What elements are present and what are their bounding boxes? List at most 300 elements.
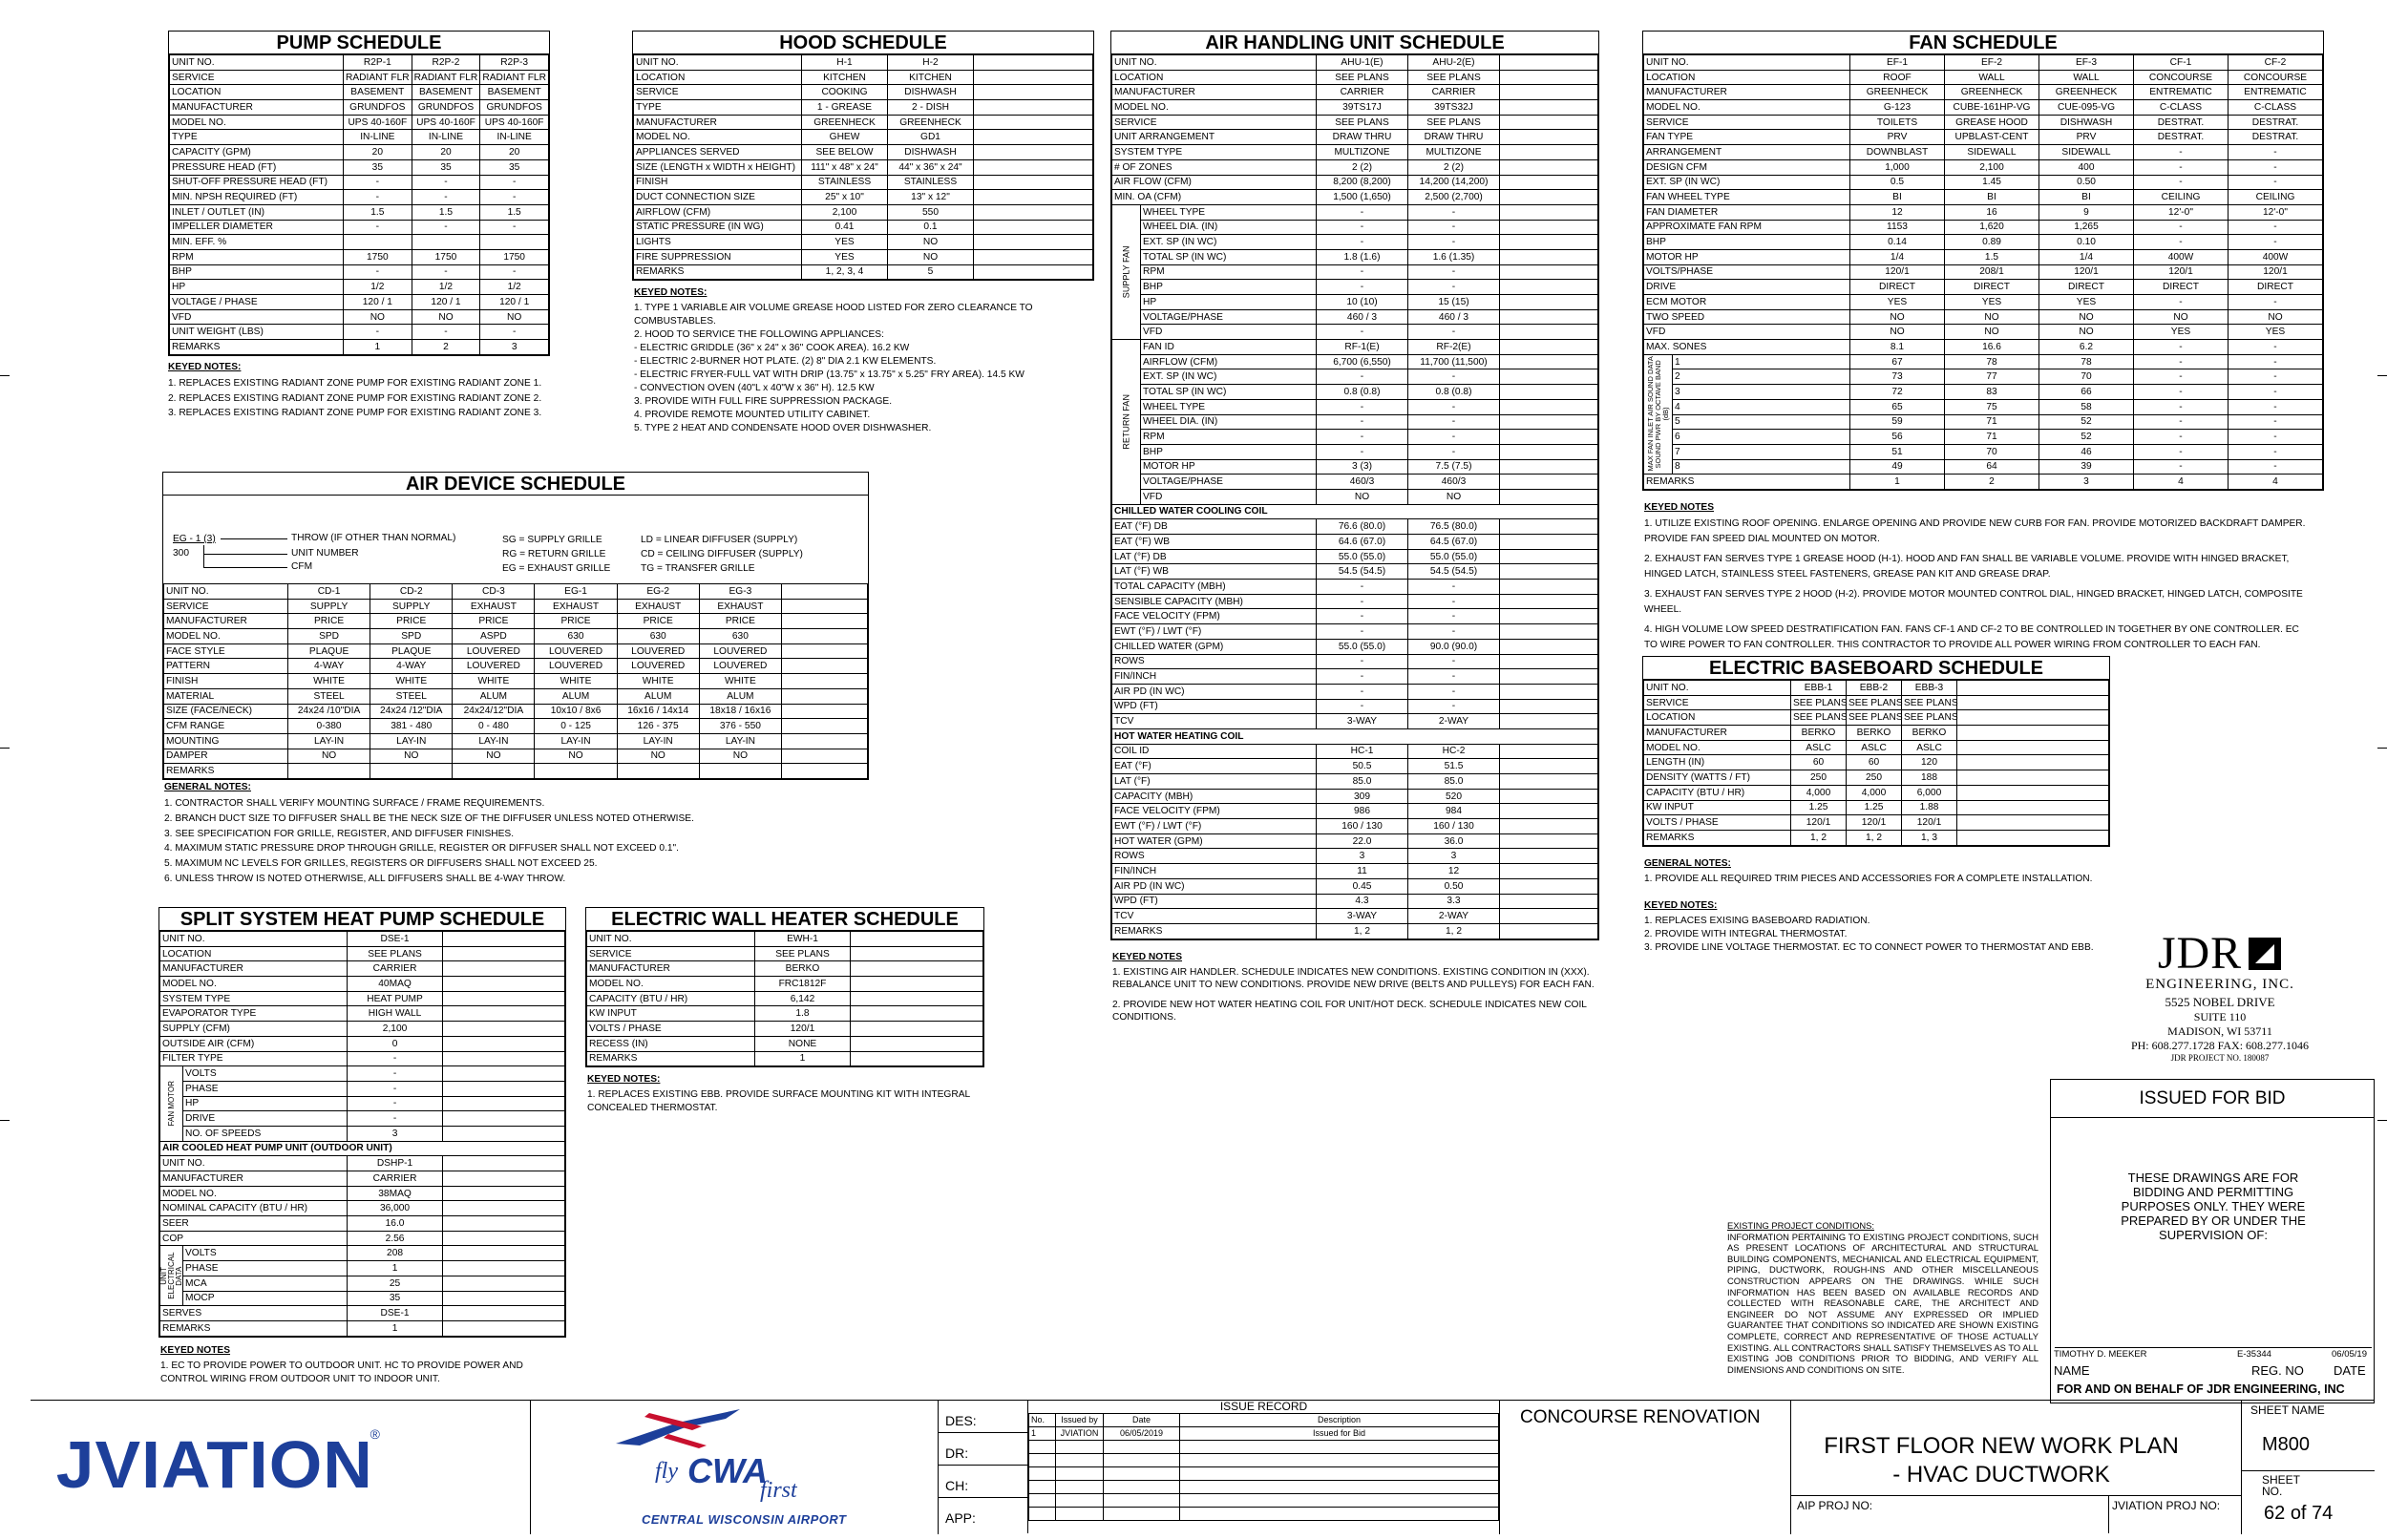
cell-value: YES	[802, 249, 888, 264]
table-row	[634, 130, 1093, 145]
cell-value: -	[2134, 459, 2229, 475]
note-line: 1. EC TO PROVIDE POWER TO OUTDOOR UNIT. HC TO PROVIDE POWER AND	[160, 1361, 523, 1371]
blank-cell	[1500, 115, 1598, 130]
note-line: PROVIDE FAN SPEED DIAL MOUNTED ON MOTOR.	[1644, 533, 1880, 544]
cell-value: -	[2134, 145, 2229, 160]
cell-value: ENTREMATIC	[2134, 85, 2229, 100]
jdr-addr2: SUITE 110	[2193, 1010, 2247, 1023]
cell-value: 0.14	[1850, 235, 1945, 250]
cell-value: R2P-3	[480, 55, 549, 71]
cell-value: 56	[1850, 430, 1945, 445]
row-label: 3	[1673, 385, 1850, 400]
table-row	[170, 145, 549, 160]
row-label: LOCATION	[1644, 70, 1850, 85]
blank-cell	[1500, 789, 1598, 804]
cell-value: 1	[348, 1261, 443, 1276]
table-row	[160, 1156, 565, 1171]
blank-cell	[1500, 354, 1598, 369]
table-row	[1112, 714, 1598, 729]
cell-value: 58	[2039, 399, 2134, 414]
cell-value: NO	[535, 749, 617, 764]
cell-value: ASPD	[453, 629, 535, 644]
cell-value: 2 - DISH	[888, 100, 974, 116]
cell-value: -	[1408, 699, 1500, 714]
row-label: VOLTS	[183, 1246, 348, 1261]
row-label: FINISH	[164, 674, 288, 689]
issued-statement: THESE DRAWINGS ARE FOR BIDDING AND PERMITTING PURPOSES ONLY. THEY WERE PREPARED BY OR UNDER THE SUPERVISION OF:	[2121, 1171, 2306, 1242]
cell-value: NO	[617, 749, 699, 764]
table-row	[1112, 639, 1598, 654]
cell-value: LAY-IN	[699, 733, 781, 749]
table-row	[634, 55, 1093, 71]
blank-cell	[782, 629, 868, 644]
note-line: 1. UTILIZE EXISTING ROOF OPENING. ENLARGE OPENING AND PROVIDE NEW CURB FOR FAN. PROVIDE MOTORIZED BACKDRAFT DAMPER.	[1644, 518, 2306, 529]
row-label: TYPE	[634, 100, 802, 116]
table-row	[1644, 385, 2323, 400]
row-label: MAX. SONES	[1644, 340, 1850, 355]
cell-value: 400W	[2134, 249, 2229, 264]
cell-value: SPD	[288, 629, 370, 644]
cell-value: RADIANT FLR	[412, 70, 480, 85]
cell-value: Issued by	[1056, 1414, 1104, 1427]
cell-value: -	[480, 264, 549, 280]
table-row	[1644, 695, 2109, 710]
cell-value: NO	[412, 309, 480, 325]
cell-value: CF-2	[2229, 55, 2323, 71]
blank-cell	[1056, 1481, 1104, 1494]
cell-value: SEE PLANS	[755, 946, 851, 961]
cell-value: 35	[348, 1291, 443, 1306]
cell-value: SEE PLANS	[1408, 115, 1500, 130]
cell-value: 1, 2	[1317, 923, 1408, 939]
cell-value: -	[344, 190, 412, 205]
row-label: SERVICE	[587, 946, 755, 961]
jdr-logo-block	[2101, 928, 2339, 1063]
table-row	[1644, 264, 2323, 280]
table-row	[1112, 399, 1598, 414]
cell-value: 71	[1945, 430, 2039, 445]
table-row	[1029, 1467, 1499, 1481]
table-row	[1112, 444, 1598, 459]
cell-value: LOUVERED	[699, 659, 781, 674]
note-line: 3. EXHAUST FAN SERVES TYPE 2 HOOD (H-2). PROVIDE MOTOR MOUNTED CONTROL DIAL, HINGED BRACKET, HINGED LATCH, COMPOSITE	[1644, 589, 2303, 600]
cell-value: LAY-IN	[370, 733, 453, 749]
blank-cell	[1500, 804, 1598, 819]
cell-value: NO	[699, 749, 781, 764]
table-row	[160, 1246, 565, 1261]
cell-value: NO	[2229, 309, 2323, 325]
air-device-schedule	[162, 472, 869, 780]
table-row	[1112, 340, 1598, 355]
cwa-text: CWA	[687, 1451, 768, 1490]
blank-cell	[1104, 1441, 1180, 1454]
blank-cell	[1500, 100, 1598, 116]
cell-value: SEE PLANS	[1791, 710, 1847, 726]
cell-value: MULTIZONE	[1317, 145, 1408, 160]
blank-cell	[1500, 204, 1598, 220]
cell-value: RADIANT FLR	[344, 70, 412, 85]
table-row	[160, 1276, 565, 1291]
row-label: BHP	[1141, 444, 1317, 459]
table-row	[1112, 264, 1598, 280]
table-row	[1112, 249, 1598, 264]
cell-value: 0.89	[1945, 235, 2039, 250]
blank-cell	[1500, 894, 1598, 909]
row-label: HP	[170, 280, 344, 295]
row-label: LOCATION	[170, 85, 344, 100]
blank-cell	[1056, 1441, 1104, 1454]
table-row	[170, 175, 549, 190]
cell-value: 160 / 130	[1408, 819, 1500, 834]
cell-value: -	[1317, 669, 1408, 685]
table-row	[1644, 726, 2109, 741]
row-label: AIR FLOW (CFM)	[1112, 175, 1317, 190]
row-label: FACE VELOCITY (FPM)	[1112, 804, 1317, 819]
cell-value: 0.5	[1850, 175, 1945, 190]
row-label: LENGTH (IN)	[1644, 755, 1791, 770]
cell-value: GREENHECK	[802, 115, 888, 130]
blank-cell	[1500, 295, 1598, 310]
blank-cell	[443, 1006, 565, 1022]
table-row	[160, 1006, 565, 1022]
cell-value: NO	[344, 309, 412, 325]
row-label: LAT (°F) WB	[1112, 564, 1317, 580]
table-row	[160, 946, 565, 961]
blank-cell	[443, 1096, 565, 1111]
cell-value: ASLC	[1791, 740, 1847, 755]
blank-cell	[782, 749, 868, 764]
cell-value: UPS 40-160F	[412, 115, 480, 130]
cell-value: -	[1317, 414, 1408, 430]
cell-value: NO	[1317, 489, 1408, 504]
cell-value: YES	[1850, 295, 1945, 310]
table-row	[1644, 755, 2109, 770]
table-row	[170, 190, 549, 205]
blank-cell	[782, 659, 868, 674]
table-row	[1112, 535, 1598, 550]
table-row	[1112, 894, 1598, 909]
row-label: RPM	[1141, 264, 1317, 280]
blank-cell	[1500, 849, 1598, 864]
cell-value: LAY-IN	[453, 733, 535, 749]
row-label: SENSIBLE CAPACITY (MBH)	[1112, 594, 1317, 609]
row-label: LOCATION	[1112, 70, 1317, 85]
table-row	[170, 85, 549, 100]
cell-value: 10x10 / 8x6	[535, 704, 617, 719]
table-row	[1644, 55, 2323, 71]
table-row	[1112, 864, 1598, 879]
table-row	[634, 115, 1093, 130]
blank-cell	[782, 733, 868, 749]
cell-value: 2,500 (2,700)	[1408, 190, 1500, 205]
blank-cell	[1500, 549, 1598, 564]
row-label: SERVICE	[1644, 115, 1850, 130]
note-line: HINGED LATCH, STAINLESS STEEL FASTENERS, GREASE PAN KIT AND GREASE DRAP.	[1644, 568, 2051, 580]
cell-value: ALUM	[617, 688, 699, 704]
blank-cell	[1180, 1467, 1499, 1481]
table-row	[170, 204, 549, 220]
row-label: LOCATION	[160, 946, 348, 961]
engineer-name: TIMOTHY D. MEEKER	[2054, 1349, 2147, 1360]
blank-cell	[1104, 1494, 1180, 1508]
cell-value: 460/3	[1317, 475, 1408, 490]
jdr-addr3: MADISON, WI 53711	[2167, 1024, 2272, 1038]
row-label: WHEEL TYPE	[1141, 399, 1317, 414]
blank-cell	[1500, 430, 1598, 445]
sheet-number-block: SHEET NAME M800 SHEET NO. 62 of 74	[2241, 1400, 2375, 1533]
cell-value: AHU-1(E)	[1317, 55, 1408, 71]
table-row	[1029, 1454, 1499, 1467]
table-row	[1112, 923, 1598, 939]
cell-value: 1.25	[1847, 800, 1902, 815]
cell-value: 4-WAY	[288, 659, 370, 674]
note-line: - ELECTRIC 2-BURNER HOT PLATE. (2) 8" DIA 2.1 KW ELEMENTS.	[634, 356, 937, 367]
cell-value: 8.1	[1850, 340, 1945, 355]
cell-value: -	[412, 264, 480, 280]
blank-cell	[1500, 70, 1598, 85]
cell-value: SEE PLANS	[1847, 710, 1902, 726]
cell-value: 0.50	[2039, 175, 2134, 190]
cell-value: 1, 2	[1791, 830, 1847, 845]
table-row	[634, 145, 1093, 160]
row-label: UNIT NO.	[160, 1156, 348, 1171]
cell-value: DRAW THRU	[1408, 130, 1500, 145]
note-line: TO WIRE POWER TO FAN CONTROLLER. THIS CONTRACTOR TO PROVIDE ALL POWER WIRING FROM CONTROLLER TO EACH FAN.	[1644, 639, 2261, 650]
electric-baseboard-schedule	[1642, 656, 2110, 847]
row-label: PHASE	[183, 1081, 348, 1096]
cell-value: -	[1408, 444, 1500, 459]
cell-value: 986	[1317, 804, 1408, 819]
row-label: VOLTAGE/PHASE	[1141, 475, 1317, 490]
row-label: BHP	[1644, 235, 1850, 250]
cell-value: 64.6 (67.0)	[1317, 535, 1408, 550]
cell-value: 8,200 (8,200)	[1317, 175, 1408, 190]
row-label: SIZE (LENGTH x WIDTH x HEIGHT)	[634, 159, 802, 175]
cell-value: EF-3	[2039, 55, 2134, 71]
blank-cell	[1104, 1481, 1180, 1494]
row-label: BHP	[1141, 280, 1317, 295]
row-group-label: RETURN FAN	[1112, 340, 1141, 505]
blank-cell	[1500, 249, 1598, 264]
blank-cell	[782, 599, 868, 614]
cell-value: 1.5	[344, 204, 412, 220]
electric-wall-heater-schedule	[585, 907, 984, 1067]
row-label: COP	[160, 1231, 348, 1246]
cell-value: RADIANT FLR	[480, 70, 549, 85]
cell-value: 1.6 (1.35)	[1408, 249, 1500, 264]
project-name: CONCOURSE RENOVATION	[1520, 1407, 1761, 1427]
row-label: VOLTS	[183, 1066, 348, 1082]
cell-value: IN-LINE	[412, 130, 480, 145]
row-label: MODEL NO.	[1644, 100, 1850, 116]
row-label: UNIT WEIGHT (LBS)	[170, 325, 344, 340]
row-label: MODEL NO.	[1112, 100, 1317, 116]
row-label: FAN ID	[1141, 340, 1317, 355]
cell-value: 1.5	[480, 204, 549, 220]
ebb-keyed-notes: KEYED NOTES: 1. REPLACES EXISING BASEBOARD RADIATION. 2. PROVIDE WITH INTEGRAL THERMOSTAT. 3. PROVIDE LINE VOLTAGE THERMOSTAT. EC TO CONNECT POWER TO THERMOSTAT AND EBB.	[1644, 899, 2141, 955]
cell-value: NO	[2039, 325, 2134, 340]
cell-value: 1,265	[2039, 220, 2134, 235]
cell-value: -	[1317, 325, 1408, 340]
row-label: MODEL NO.	[164, 629, 288, 644]
cell-value: 1/2	[412, 280, 480, 295]
blank-cell	[443, 1081, 565, 1096]
cell-value: CD-1	[288, 584, 370, 600]
row-label: LOCATION	[1644, 710, 1791, 726]
cell-value: HC-1	[1317, 744, 1408, 759]
cell-value: STEEL	[370, 688, 453, 704]
note-line: 1. REPLACES EXISING BASEBOARD RADIATION.	[1644, 916, 1870, 926]
table-row	[160, 1261, 565, 1276]
row-label: UNIT NO.	[634, 55, 802, 71]
row-label: LIGHTS	[634, 235, 802, 250]
blank-cell	[1500, 580, 1598, 595]
blank-cell	[1500, 85, 1598, 100]
cell-value: -	[1408, 580, 1500, 595]
row-label: MIN. OA (CFM)	[1112, 190, 1317, 205]
cell-value: CARRIER	[348, 1171, 443, 1187]
table-row	[1112, 549, 1598, 564]
table-row	[1644, 145, 2323, 160]
cell-value: 40MAQ	[348, 977, 443, 992]
row-label: TYPE	[170, 130, 344, 145]
table-row	[1112, 309, 1598, 325]
section-label: AIR COOLED HEAT PUMP UNIT (OUTDOOR UNIT)	[160, 1141, 565, 1156]
cell-value: 630	[535, 629, 617, 644]
cell-value: BERKO	[1847, 726, 1902, 741]
cell-value: 3	[348, 1126, 443, 1141]
cell-value: SEE PLANS	[1847, 695, 1902, 710]
cell-value: 120/1	[2229, 264, 2323, 280]
blank-cell	[1500, 309, 1598, 325]
cell-value: STAINLESS	[802, 175, 888, 190]
row-label: 7	[1673, 444, 1850, 459]
cell-value: 460 / 3	[1408, 309, 1500, 325]
cell-value: 51.5	[1408, 759, 1500, 774]
cell-value: 12'-0"	[2134, 204, 2229, 220]
table-row	[634, 204, 1093, 220]
cell-value: EG-2	[617, 584, 699, 600]
cell-value: 38MAQ	[348, 1186, 443, 1201]
cell-value: 0-380	[288, 719, 370, 734]
blank-cell	[1029, 1481, 1056, 1494]
table-row	[587, 932, 983, 947]
cell-value: -	[2134, 399, 2229, 414]
row-label: VFD	[1141, 325, 1317, 340]
blank-cell	[1500, 475, 1598, 490]
cell-value: RF-1(E)	[1317, 340, 1408, 355]
table-row	[160, 1111, 565, 1127]
cell-value: 111" x 48" x 24"	[802, 159, 888, 175]
table-row	[587, 1051, 983, 1066]
row-label: MODEL NO.	[160, 977, 348, 992]
blank-cell	[1500, 833, 1598, 849]
blank-cell	[1500, 399, 1598, 414]
row-label: VOLTS/PHASE	[1644, 264, 1850, 280]
cell-value: BI	[1850, 190, 1945, 205]
cell-value	[370, 764, 453, 779]
blank-cell	[1500, 190, 1598, 205]
cell-value: 376 - 550	[699, 719, 781, 734]
blank-cell	[851, 932, 983, 947]
table-row	[1112, 669, 1598, 685]
table-row	[634, 190, 1093, 205]
cell-value: 1750	[412, 249, 480, 264]
blank-cell	[1029, 1494, 1056, 1508]
blank-cell	[1500, 444, 1598, 459]
legend-entry: LD = LINEAR DIFFUSER (SUPPLY)	[641, 535, 798, 545]
note-line: - ELECTRIC FRYER-FULL VAT WITH DRIP (13.75" x 13.75" x 5.25" FRY AREA). 14.5 KW	[634, 369, 1025, 380]
cell-value: CUE-095-VG	[2039, 100, 2134, 116]
table-row	[1112, 385, 1598, 400]
cell-value: NONE	[755, 1036, 851, 1051]
row-label: REMARKS	[587, 1051, 755, 1066]
table-row	[1644, 175, 2323, 190]
cell-value: 0	[348, 1036, 443, 1051]
row-label: CAPACITY (GPM)	[170, 145, 344, 160]
table-row	[1112, 489, 1598, 504]
row-label: REMARKS	[1112, 923, 1317, 939]
row-label: ARRANGEMENT	[1644, 145, 1850, 160]
cell-value: -	[2229, 444, 2323, 459]
row-label: REMARKS	[164, 764, 288, 779]
cell-value: IN-LINE	[344, 130, 412, 145]
row-label: FAN TYPE	[1644, 130, 1850, 145]
cell-value: 50.5	[1317, 759, 1408, 774]
row-label: FACE STYLE	[164, 643, 288, 659]
blank-cell	[974, 130, 1093, 145]
ebb-table	[1643, 680, 2109, 846]
cell-value: CARRIER	[348, 961, 443, 977]
cell-value: 0.41	[802, 220, 888, 235]
cell-value: EWH-1	[755, 932, 851, 947]
pump-schedule-table	[169, 54, 549, 355]
cell-value: CUBE-161HP-VG	[1945, 100, 2039, 116]
note-line: 1. PROVIDE ALL REQUIRED TRIM PIECES AND ACCESSORIES FOR A COMPLETE INSTALLATION.	[1644, 874, 2093, 884]
row-label: MIN. NPSH REQUIRED (FT)	[170, 190, 344, 205]
row-label: EWT (°F) / LWT (°F)	[1112, 624, 1317, 640]
blank-cell	[974, 85, 1093, 100]
table-row	[164, 733, 868, 749]
blank-cell	[974, 204, 1093, 220]
cell-value: WHITE	[699, 674, 781, 689]
row-label: WHEEL TYPE	[1141, 204, 1317, 220]
cell-value: -	[1408, 235, 1500, 250]
cell-value: 24x24/12"DIA	[453, 704, 535, 719]
cell-value: -	[2229, 414, 2323, 430]
row-label: SERVICE	[170, 70, 344, 85]
row-label: HP	[1141, 295, 1317, 310]
row-label: FIRE SUPPRESSION	[634, 249, 802, 264]
cell-value: 75	[1945, 399, 2039, 414]
row-label: MIN. EFF. %	[170, 235, 344, 250]
row-label: INLET / OUTLET (IN)	[170, 204, 344, 220]
cell-value: 2,100	[1945, 159, 2039, 175]
cell-value: -	[1408, 414, 1500, 430]
row-label: 1	[1029, 1427, 1056, 1441]
cell-value: 55.0 (55.0)	[1317, 639, 1408, 654]
cell-value: 1.88	[1902, 800, 1957, 815]
table-row	[587, 961, 983, 977]
table-row	[634, 220, 1093, 235]
row-label: ECM MOTOR	[1644, 295, 1850, 310]
row-label: FIN/INCH	[1112, 669, 1317, 685]
blank-cell	[1180, 1508, 1499, 1521]
cell-value: 120 / 1	[480, 295, 549, 310]
cell-value: LOUVERED	[535, 659, 617, 674]
table-row	[1112, 699, 1598, 714]
blank-cell	[1500, 235, 1598, 250]
